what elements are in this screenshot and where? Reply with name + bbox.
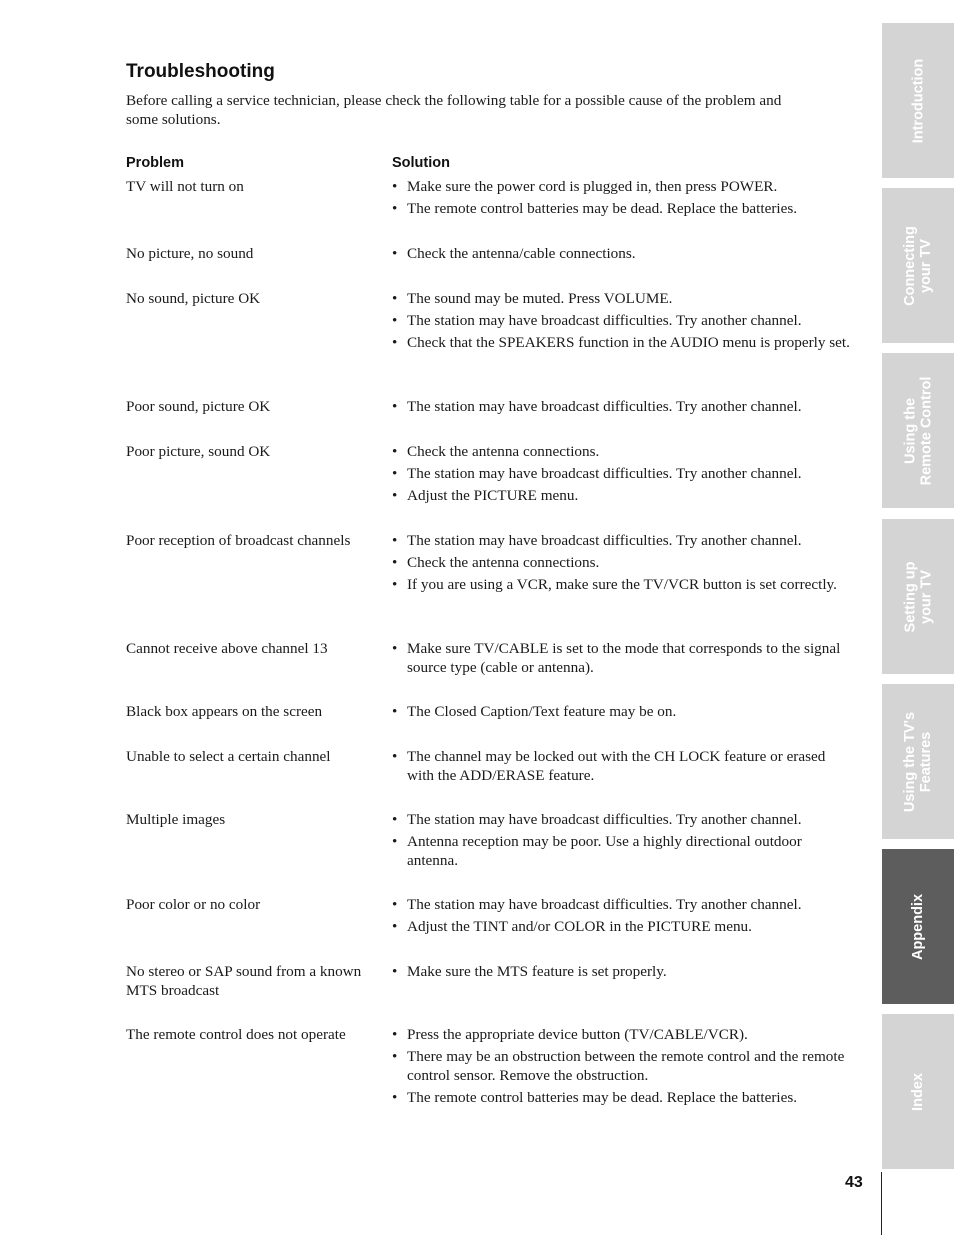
solution-text: The remote control batteries may be dead. Replace the batteries. <box>407 200 798 218</box>
solution-text: The station may have broadcast difficulties. Try another channel. <box>407 398 802 415</box>
solution-list <box>392 963 852 985</box>
bullet-icon: • <box>392 833 398 851</box>
solution-item <box>392 334 852 353</box>
solution-list <box>392 245 852 267</box>
problem-text: TV will not turn on <box>126 178 244 195</box>
bullet-icon: • <box>392 443 398 460</box>
solution-item <box>392 896 852 915</box>
page-title: Troubleshooting <box>126 61 275 82</box>
solution-item <box>392 554 852 573</box>
section-tab[interactable] <box>882 353 954 508</box>
bullet-icon: • <box>392 290 398 307</box>
solution-item <box>392 1048 852 1085</box>
section-tab-label-line: Using the <box>902 397 918 464</box>
section-tab-label-line: Features <box>918 731 935 792</box>
solution-item <box>392 1026 852 1045</box>
solution-text: The station may have broadcast difficulties. Try another channel. <box>407 312 802 330</box>
solution-text: The sound may be muted. Press VOLUME. <box>407 290 673 307</box>
bullet-icon: • <box>392 554 398 572</box>
solution-column-header: Solution <box>392 155 450 171</box>
bullet-icon: • <box>392 334 398 352</box>
problem-text: Poor sound, picture OK <box>126 398 271 415</box>
section-tab-label-line: your TV <box>918 238 934 293</box>
bullet-icon: • <box>392 487 398 505</box>
solution-text: If you are using a VCR, make sure the TV/VCR button is set correctly. <box>407 576 837 594</box>
section-tab[interactable] <box>882 849 954 1004</box>
problem-text: Poor color or no color <box>126 896 261 913</box>
bullet-icon: • <box>392 178 398 195</box>
solution-item <box>392 963 852 982</box>
solution-item <box>392 465 852 484</box>
solution-text: The station may have broadcast difficulties. Try another channel. <box>407 532 802 549</box>
problem-text: The remote control does not operate <box>126 1026 346 1043</box>
solution-text: Check the antenna connections. <box>407 554 600 572</box>
bullet-icon: • <box>392 748 398 765</box>
solution-list <box>392 398 852 420</box>
solution-list <box>392 811 852 874</box>
bullet-icon: • <box>392 963 398 980</box>
bullet-icon: • <box>392 245 398 262</box>
solution-text: There may be an obstruction between the remote control and the remote control sensor. Remove the obstruction. <box>407 1048 845 1084</box>
bullet-icon: • <box>392 576 398 594</box>
section-tab-label-line: Appendix <box>910 893 926 960</box>
section-tab[interactable] <box>882 188 954 343</box>
bullet-icon: • <box>392 896 398 913</box>
problem-text: Multiple images <box>126 811 226 828</box>
bullet-icon: • <box>392 465 398 483</box>
bullet-icon: • <box>392 312 398 330</box>
solution-item <box>392 918 852 937</box>
section-tab-label <box>902 376 934 485</box>
problem-text: No stereo or SAP sound from a known MTS broadcast <box>126 963 362 999</box>
bullet-icon: • <box>392 640 398 657</box>
section-tab[interactable] <box>882 519 954 674</box>
section-tab[interactable] <box>882 23 954 178</box>
solution-item <box>392 398 852 417</box>
section-tab-label-line: Introduction <box>910 58 927 143</box>
bullet-icon: • <box>392 703 398 720</box>
bullet-icon: • <box>392 532 398 549</box>
section-tab[interactable] <box>882 684 954 839</box>
bullet-icon: • <box>392 1026 398 1043</box>
solution-text: Check the antenna connections. <box>407 443 600 460</box>
solution-text: Check the antenna/cable connections. <box>407 245 636 262</box>
page-rule <box>881 1172 882 1235</box>
problem-text: Poor reception of broadcast channels <box>126 532 351 549</box>
problem-text: No picture, no sound <box>126 245 254 262</box>
solution-item <box>392 290 852 309</box>
section-tab-label <box>902 226 934 306</box>
solution-text: The Closed Caption/Text feature may be on. <box>407 703 677 720</box>
solution-item <box>392 1089 852 1108</box>
bullet-icon: • <box>392 918 398 936</box>
solution-item <box>392 200 852 219</box>
solution-list <box>392 290 852 357</box>
section-tabs <box>882 0 954 1235</box>
solution-text: Make sure the power cord is plugged in, then press POWER. <box>407 178 778 195</box>
solution-item <box>392 811 852 830</box>
bullet-icon: • <box>392 1048 398 1066</box>
section-tab-label-line: Index <box>910 1072 926 1111</box>
section-tab-label <box>902 711 934 811</box>
solution-item <box>392 245 852 264</box>
section-tab-label-line: Setting up <box>901 561 918 632</box>
solution-list <box>392 443 852 510</box>
section-tab-label-line: your TV <box>917 569 934 624</box>
solution-list <box>392 896 852 940</box>
solution-item <box>392 487 852 506</box>
solution-text: Make sure TV/CABLE is set to the mode that corresponds to the signal source type (cable or antenna). <box>407 640 841 676</box>
section-tab-label <box>902 561 934 632</box>
problem-text: Poor picture, sound OK <box>126 443 271 460</box>
bullet-icon: • <box>392 811 398 828</box>
problem-text: Cannot receive above channel 13 <box>126 640 328 657</box>
solution-item <box>392 532 852 551</box>
solution-text: The station may have broadcast difficulties. Try another channel. <box>407 896 802 913</box>
solution-text: Antenna reception may be poor. Use a highly directional outdoor antenna. <box>407 833 802 869</box>
solution-item <box>392 748 852 785</box>
solution-text: The remote control batteries may be dead. Replace the batteries. <box>407 1088 798 1106</box>
section-tab-label-line: Using the TV's <box>902 711 919 812</box>
solution-list <box>392 532 852 599</box>
solution-list <box>392 178 852 222</box>
solution-list <box>392 748 852 789</box>
solution-text: The station may have broadcast difficulties. Try another channel. <box>407 811 802 828</box>
solution-item <box>392 833 852 870</box>
problem-text: No sound, picture OK <box>126 290 261 307</box>
solution-item <box>392 703 852 722</box>
solution-item <box>392 576 852 595</box>
solution-item <box>392 178 852 197</box>
solution-text: Press the appropriate device button (TV/CABLE/VCR). <box>407 1026 748 1043</box>
solution-text: Adjust the TINT and/or COLOR in the PICTURE menu. <box>407 918 752 936</box>
solution-list <box>392 703 852 725</box>
solution-list <box>392 640 852 681</box>
intro-paragraph: Before calling a service technician, please check the following table for a possible cause of the problem and some solutions. <box>126 92 782 128</box>
section-tab-label <box>910 893 926 959</box>
solution-text: Adjust the PICTURE menu. <box>407 487 579 505</box>
solution-item <box>392 312 852 331</box>
bullet-icon: • <box>392 398 398 415</box>
page-number: 43 <box>845 1174 863 1191</box>
section-tab-label-line: Connecting <box>902 225 918 306</box>
solution-text: Make sure the MTS feature is set properly. <box>407 963 667 980</box>
solution-text: The station may have broadcast difficulties. Try another channel. <box>407 465 802 483</box>
problem-text: Black box appears on the screen <box>126 703 323 720</box>
solution-list <box>392 1026 852 1111</box>
solution-item <box>392 640 852 677</box>
problem-column-header: Problem <box>126 155 185 171</box>
solution-item <box>392 443 852 462</box>
section-tab-label <box>910 1073 926 1111</box>
section-tab-label-line: Remote Control <box>918 376 934 485</box>
section-tab[interactable] <box>882 1014 954 1169</box>
problem-text: Unable to select a certain channel <box>126 748 331 765</box>
bullet-icon: • <box>392 1088 398 1106</box>
solution-text: The channel may be locked out with the CH LOCK feature or erased with the ADD/ERASE feature. <box>407 748 826 784</box>
section-tab-label <box>910 58 926 143</box>
solution-text: Check that the SPEAKERS function in the AUDIO menu is properly set. <box>407 334 850 352</box>
bullet-icon: • <box>392 200 398 218</box>
